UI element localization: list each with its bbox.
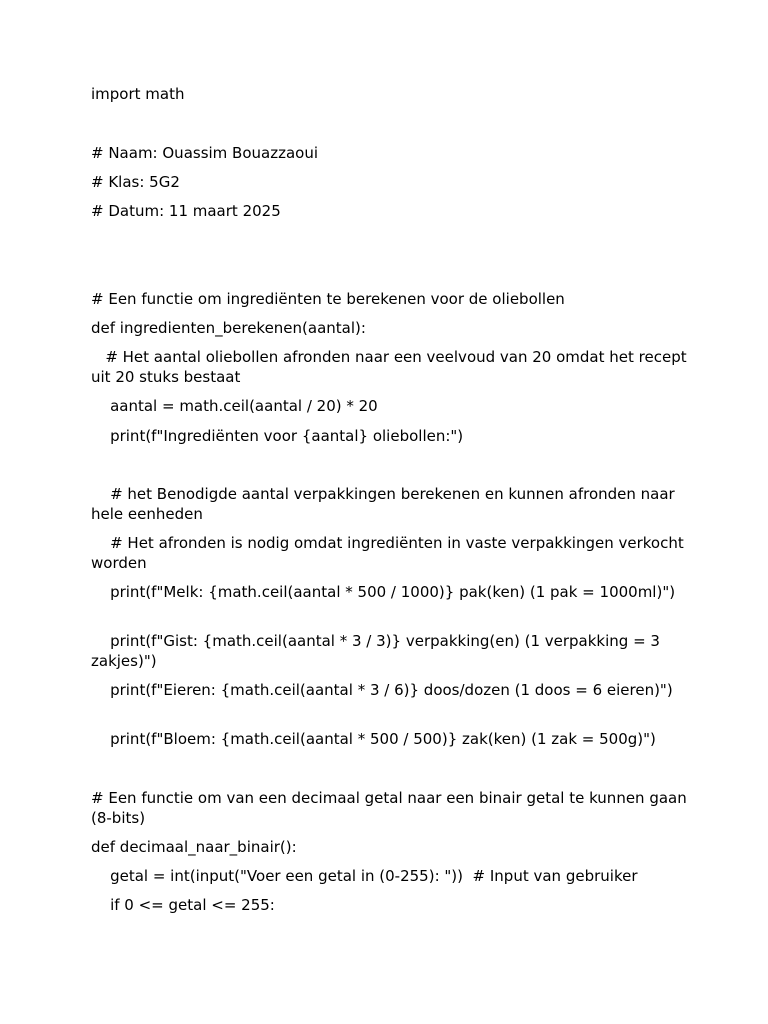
code-line: print(f"Bloem: {math.ceil(aantal * 500 / 500)} zak(ken) (1 zak = 500g)") bbox=[91, 730, 656, 748]
code-line: print(f"Gist: {math.ceil(aantal * 3 / 3)} verpakking(en) (1 verpakking = 3 zakjes)") bbox=[91, 632, 665, 670]
code-line: getal = int(input("Voer een getal in (0-255): ")) # Input van gebruiker bbox=[91, 867, 638, 885]
code-line: print(f"Melk: {math.ceil(aantal * 500 / 1000)} pak(ken) (1 pak = 1000ml)") bbox=[91, 583, 676, 601]
code-line: def ingredienten_berekenen(aantal): bbox=[91, 319, 366, 337]
code-line: print(f"Ingrediënten voor {aantal} oliebollen:") bbox=[91, 427, 464, 445]
code-line: # Een functie om ingrediënten te berekenen voor de oliebollen bbox=[91, 290, 565, 308]
code-line: def decimaal_naar_binair(): bbox=[91, 838, 297, 856]
code-line: # Klas: 5G2 bbox=[91, 173, 180, 191]
code-line: # Naam: Ouassim Bouazzaoui bbox=[91, 144, 319, 162]
code-line: import math bbox=[91, 85, 185, 103]
code-line: # Datum: 11 maart 2025 bbox=[91, 202, 281, 220]
code-line: if 0 <= getal <= 255: bbox=[91, 896, 275, 914]
code-line: print(f"Eieren: {math.ceil(aantal * 3 / 6)} doos/dozen (1 doos = 6 eieren)") bbox=[91, 681, 673, 699]
code-line: # het Benodigde aantal verpakkingen berekenen en kunnen afronden naar hele eenheden bbox=[91, 485, 680, 523]
code-line: # Een functie om van een decimaal getal naar een binair getal te kunnen gaan (8-bits) bbox=[91, 789, 692, 827]
code-line: # Het afronden is nodig omdat ingrediënten in vaste verpakkingen verkocht worden bbox=[91, 534, 689, 572]
code-line: aantal = math.ceil(aantal / 20) * 20 bbox=[91, 397, 378, 415]
code-line: # Het aantal oliebollen afronden naar een veelvoud van 20 omdat het recept uit 20 stuks bestaat bbox=[91, 348, 692, 386]
